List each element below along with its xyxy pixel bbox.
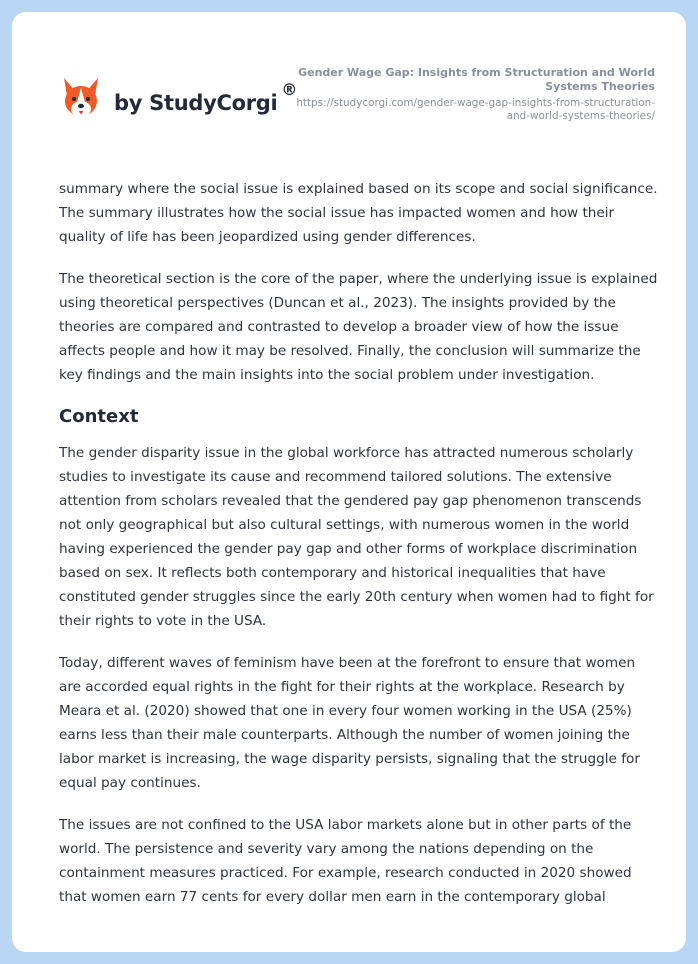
paragraph: Today, different waves of feminism have been at the forefront to ensure that women are accorded equal rights in the fight for their rights at the workplace. Research by Meara et al. (2020) showed that one in every four women working in the USA (25%) earns less than their male counterparts. Although the number of women joining the labor market is increasing, the wage disparity persists, signaling that the struggle for equal pay continues. [59, 655, 640, 791]
corgi-icon [60, 76, 102, 122]
registered-mark: ® [281, 79, 298, 99]
brand-name: by StudyCorgi [114, 91, 278, 115]
document-body [59, 177, 659, 927]
paragraph: The issues are not confined to the USA labor markets alone but in other parts of the world. The persistence and severity vary among the nations depending on the containment measures practiced. For example, research conducted in 2020 showed that women earn 77 cents for every dollar men earn in the contemporary global [59, 817, 632, 905]
document-title: Gender Wage Gap: Insights from Structuration and World Systems Theories [298, 66, 655, 93]
paragraph: The gender disparity issue in the global workforce has attracted numerous scholarly studies to investigate its cause and recommend tailored solutions. The extensive attention from scholars revealed that the gendered pay gap phenomenon transcends not only geographical but also cultural settings, with numerous women in the world having experienced the gender pay gap and other forms of workplace discrimination based on sex. It reflects both contemporary and historical inequalities that have constituted gender struggles since the early 20th century when women had to fight for their rights to vote in the USA. [59, 445, 654, 629]
paragraph: The theoretical section is the core of the paper, where the underlying issue is explained using theoretical perspectives (Duncan et al., 2023). The insights provided by the theories are compared and contrasted to develop a broader view of how the issue affects people and how it may be resolved. Finally, the conclusion will summarize the key findings and the main insights into the social problem under investigation. [59, 271, 658, 383]
document-url[interactable]: https://studycorgi.com/gender-wage-gap-insights-from-structuration-and-world-systems-theories/ [296, 97, 655, 122]
document-meta [295, 66, 655, 123]
studycorgi-logo[interactable] [60, 76, 297, 122]
page-header [12, 12, 686, 162]
section-heading-context: Context [59, 406, 139, 427]
document-page [12, 12, 686, 952]
paragraph: summary where the social issue is explained based on its scope and social significance. The summary illustrates how the social issue has impacted women and how their quality of life has been jeopardized using gender differences. [59, 181, 658, 245]
